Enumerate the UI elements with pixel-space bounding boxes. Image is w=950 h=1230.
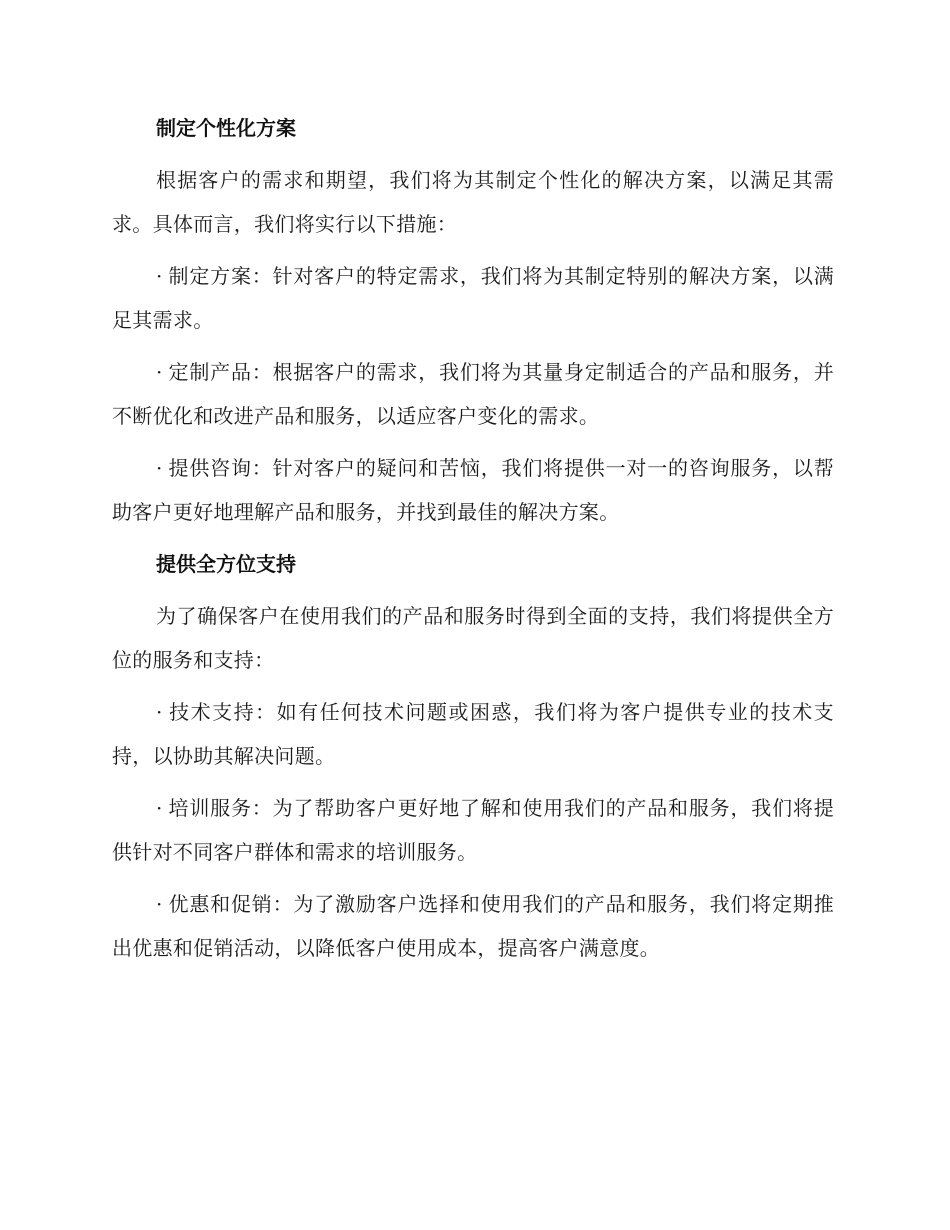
section-intro-full-support: 为了确保客户在使用我们的产品和服务时得到全面的支持，我们将提供全方位的服务和支持： — [112, 604, 834, 672]
bullet-marker: · — [156, 456, 163, 480]
bullet-text: 培训服务：为了帮助客户更好地了解和使用我们的产品和服务，我们将提供针对不同客户群体和需求的培训服务。 — [112, 796, 834, 864]
bullet-item — [112, 350, 834, 438]
bullet-marker: · — [156, 700, 163, 724]
bullet-text: 提供咨询：针对客户的疑问和苦恼，我们将提供一对一的咨询服务，以帮助客户更好地理解产品和服务，并找到最佳的解决方案。 — [112, 456, 834, 524]
bullet-item — [112, 786, 834, 874]
bullet-marker: · — [156, 264, 163, 288]
section-heading-personalized-plan: 制定个性化方案 — [156, 116, 296, 140]
bullet-text: 技术支持：如有任何技术问题或困惑，我们将为客户提供专业的技术支持，以协助其解决问题。 — [112, 700, 834, 768]
bullet-item — [112, 254, 834, 342]
bullet-text: 制定方案：针对客户的特定需求，我们将为其制定特别的解决方案，以满足其需求。 — [112, 264, 834, 332]
bullet-item — [112, 690, 834, 778]
section-heading-full-support: 提供全方位支持 — [156, 552, 296, 576]
bullet-text: 优惠和促销：为了激励客户选择和使用我们的产品和服务，我们将定期推出优惠和促销活动，以降低客户使用成本，提高客户满意度。 — [112, 892, 834, 960]
section-intro-personalized-plan: 根据客户的需求和期望，我们将为其制定个性化的解决方案，以满足其需求。具体而言，我们将实行以下措施： — [112, 168, 834, 236]
bullet-text: 定制产品：根据客户的需求，我们将为其量身定制适合的产品和服务，并不断优化和改进产品和服务，以适应客户变化的需求。 — [112, 360, 834, 428]
bullet-marker: · — [156, 360, 163, 384]
document-body — [112, 106, 834, 978]
bullet-item — [112, 882, 834, 970]
bullet-item — [112, 446, 834, 534]
bullet-marker: · — [156, 796, 163, 820]
bullet-marker: · — [156, 892, 163, 916]
